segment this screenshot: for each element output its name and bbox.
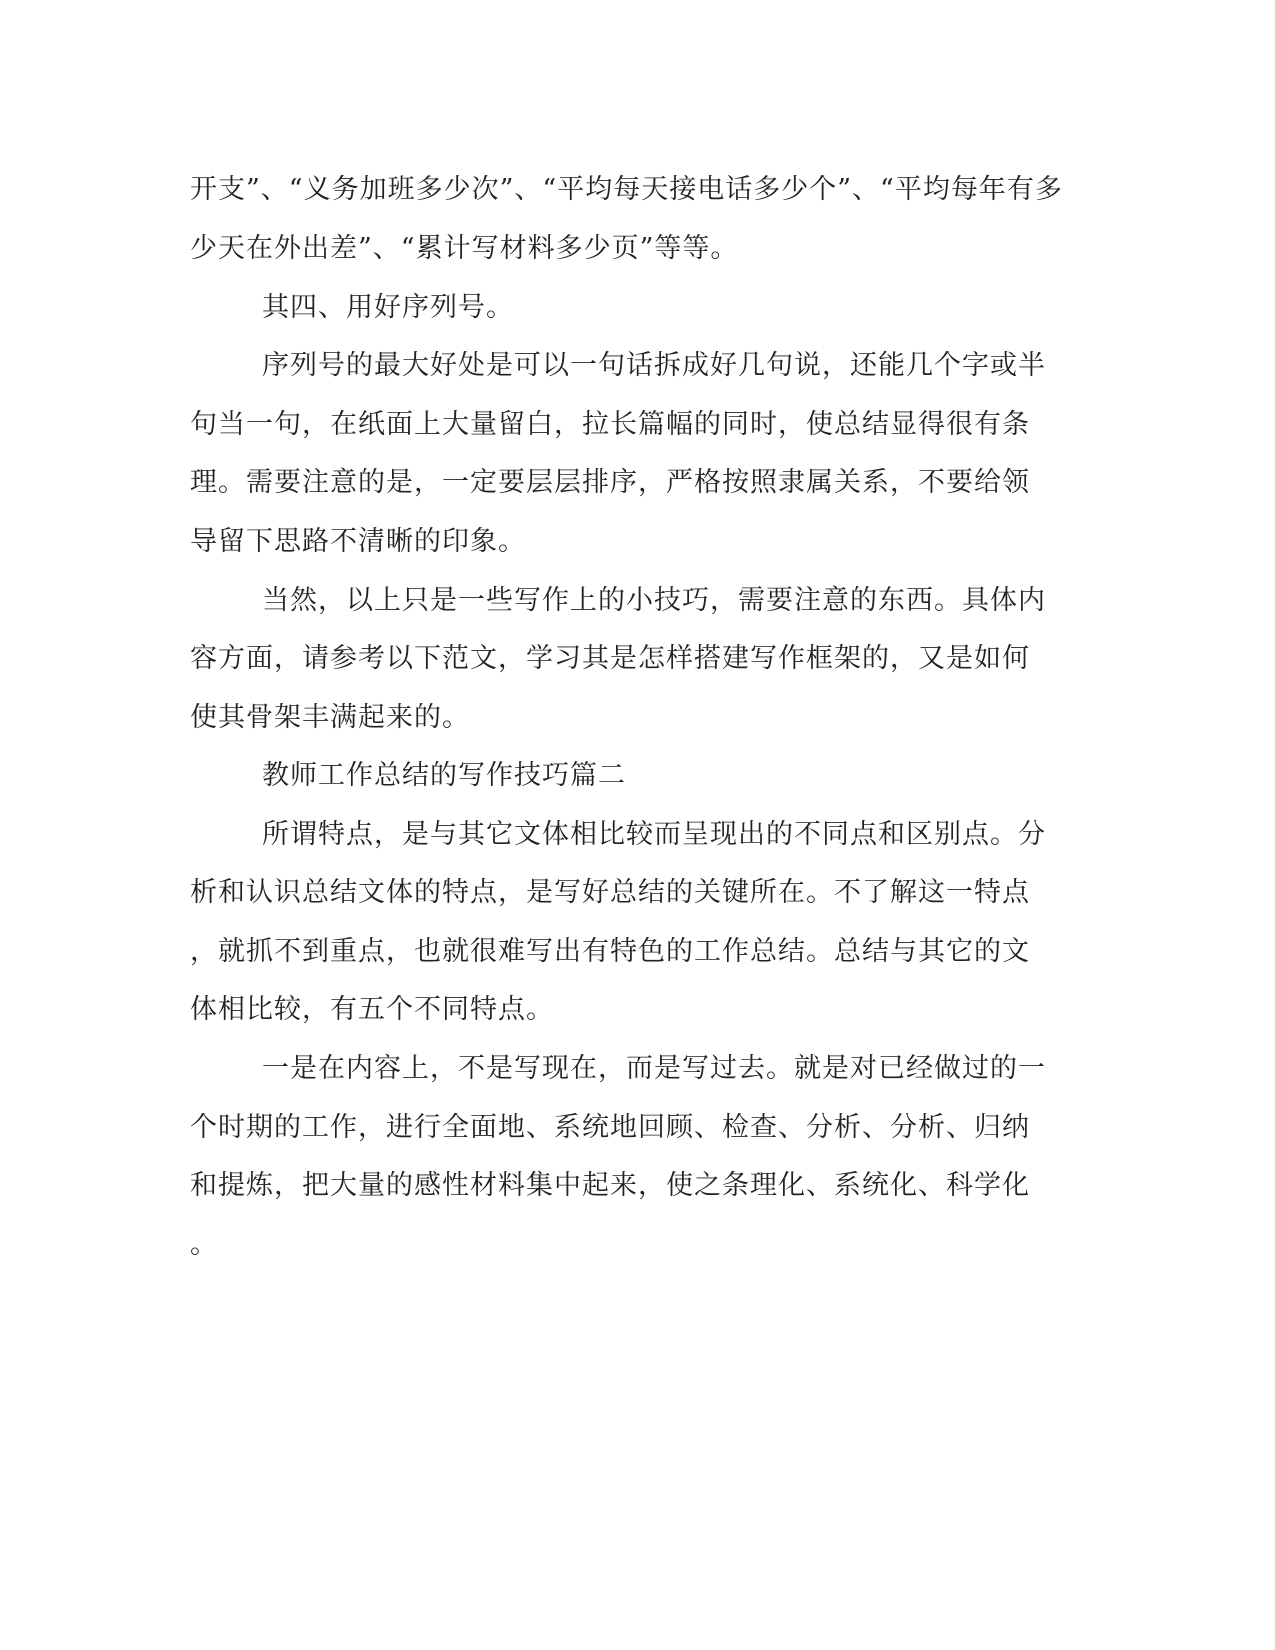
section-heading: 教师工作总结的写作技巧篇二: [262, 760, 626, 791]
text-line: 使其骨架丰满起来的。: [190, 702, 470, 733]
text-line: 一是在内容上，不是写现在，而是写过去。就是对已经做过的一: [262, 1053, 1046, 1084]
text-line: ，就抓不到重点，也就很难写出有特色的工作总结。总结与其它的文: [190, 936, 1030, 967]
section-heading: 其四、用好序列号。: [262, 292, 514, 323]
text-line: 开支”、“义务加班多少次”、“平均每天接电话多少个”、“平均每年有多: [190, 174, 1063, 205]
text-line: 少天在外出差”、“累计写材料多少页”等等。: [190, 233, 739, 264]
text-line: 所谓特点，是与其它文体相比较而呈现出的不同点和区别点。分: [262, 819, 1046, 850]
text-line: 析和认识总结文体的特点，是写好总结的关键所在。不了解这一特点: [190, 877, 1030, 908]
text-line: 容方面，请参考以下范文，学习其是怎样搭建写作框架的，又是如何: [190, 643, 1030, 674]
text-line: 个时期的工作，进行全面地、系统地回顾、检查、分析、分析、归纳: [190, 1112, 1030, 1143]
text-line: 句当一句，在纸面上大量留白，拉长篇幅的同时，使总结显得很有条: [190, 409, 1030, 440]
text-line: 体相比较，有五个不同特点。: [190, 994, 554, 1025]
text-line: 导留下思路不清晰的印象。: [190, 526, 526, 557]
text-line: 理。需要注意的是，一定要层层排序，严格按照隶属关系，不要给领: [190, 467, 1030, 498]
text-line: 序列号的最大好处是可以一句话拆成好几句说，还能几个字或半: [262, 350, 1046, 381]
text-line: 和提炼，把大量的感性材料集中起来，使之条理化、系统化、科学化: [190, 1170, 1030, 1201]
text-line: 当然，以上只是一些写作上的小技巧，需要注意的东西。具体内: [262, 585, 1046, 616]
text-line: 。: [190, 1229, 218, 1260]
